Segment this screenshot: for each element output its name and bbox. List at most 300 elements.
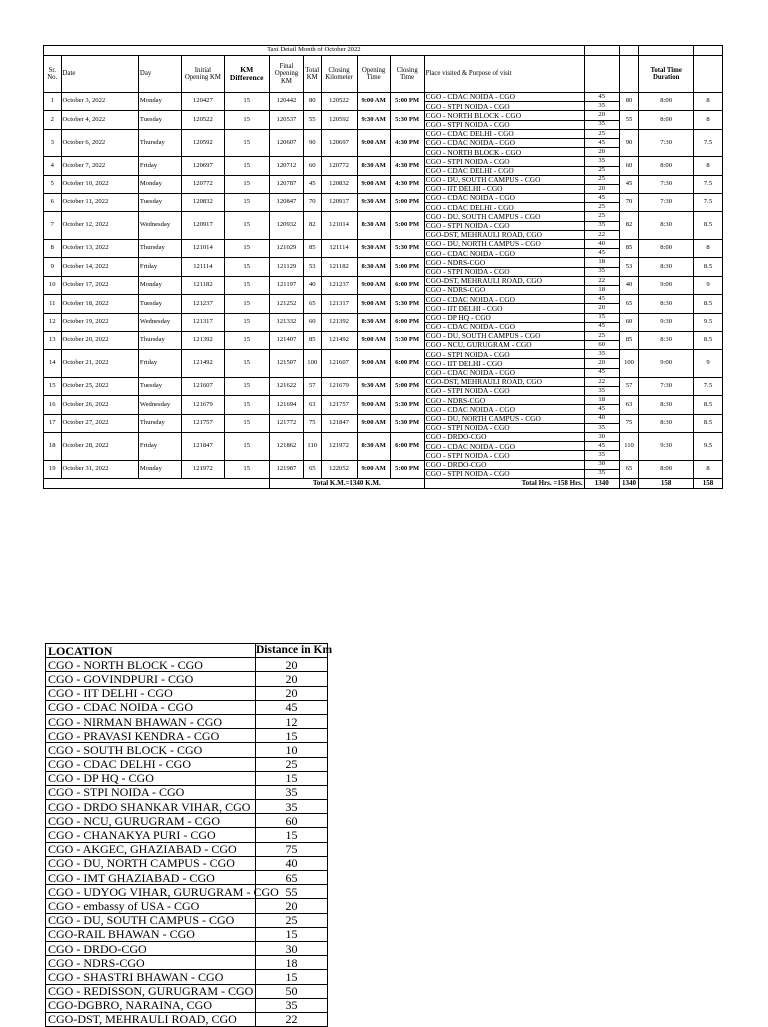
initial-km: 121679 <box>182 396 224 414</box>
location-distance: 22 <box>256 1012 328 1026</box>
trip-date: October 20, 2022 <box>61 331 138 349</box>
final-km: 121029 <box>269 240 303 258</box>
footer-sum-hrs: 158 <box>639 478 694 488</box>
trip-duration: 9:30 <box>639 313 694 331</box>
trip-km-sum: 60 <box>619 313 639 331</box>
location-distance: 55 <box>256 885 328 899</box>
trip-duration: 8:30 <box>639 295 694 313</box>
trip-km-sum: 82 <box>619 212 639 240</box>
location-name: CGO - CHANAKYA PURI - CGO <box>46 828 256 842</box>
location-name: CGO - SOUTH BLOCK - CGO <box>46 743 256 757</box>
initial-km: 120697 <box>182 157 224 175</box>
km-difference: 15 <box>224 295 269 313</box>
trip-day: Wednesday <box>138 212 181 240</box>
closing-time: 6:00 PM <box>390 350 424 378</box>
col-sr: Sr. No. <box>44 56 62 93</box>
location-row <box>46 814 328 828</box>
sr-no: 17 <box>44 414 62 432</box>
final-km: 121987 <box>269 460 303 478</box>
location-name: CGO - DRDO-CGO <box>46 941 256 955</box>
opening-time: 9:00 AM <box>357 414 390 432</box>
initial-km: 121492 <box>182 350 224 378</box>
trip-duration: 8:30 <box>639 258 694 276</box>
trip-row <box>44 377 723 386</box>
trip-duration: 8:00 <box>639 460 694 478</box>
trip-duration: 9:30 <box>639 432 694 460</box>
location-name: CGO - CDAC NOIDA - CGO <box>46 700 256 714</box>
table-title: Taxi Detail Month of October 2022 <box>44 46 585 56</box>
trip-day: Thursday <box>138 414 181 432</box>
initial-km: 120522 <box>182 111 224 129</box>
total-km: 110 <box>303 432 321 460</box>
opening-time: 9:30 AM <box>357 240 390 258</box>
place-distance: 25 <box>584 331 619 340</box>
closing-time: 5:30 PM <box>390 295 424 313</box>
trip-hours: 8 <box>694 460 723 478</box>
place-distance: 40 <box>584 414 619 423</box>
km-difference: 15 <box>224 377 269 395</box>
place-distance: 45 <box>584 368 619 377</box>
trip-km-sum: 45 <box>619 175 639 193</box>
km-difference: 15 <box>224 414 269 432</box>
initial-km: 121317 <box>182 313 224 331</box>
place-distance: 45 <box>584 322 619 331</box>
trip-date: October 31, 2022 <box>61 460 138 478</box>
closing-km: 121317 <box>321 295 357 313</box>
trip-duration: 8:00 <box>639 111 694 129</box>
place-visited: CGO - CDAC NOIDA - CGO <box>424 405 584 414</box>
trip-hours: 8 <box>694 111 723 129</box>
trip-hours: 7.5 <box>694 194 723 212</box>
place-visited: CGO - IIT DELHI - CGO <box>424 304 584 313</box>
total-km: 40 <box>303 276 321 294</box>
sr-no: 9 <box>44 258 62 276</box>
trip-duration: 8:00 <box>639 240 694 258</box>
location-name: CGO - STPI NOIDA - CGO <box>46 785 256 799</box>
opening-time: 9:00 AM <box>357 276 390 294</box>
location-row <box>46 956 328 970</box>
km-difference: 15 <box>224 93 269 111</box>
trip-duration: 7:30 <box>639 194 694 212</box>
location-row <box>46 757 328 771</box>
location-name: CGO-DST, MEHRAULI ROAD, CGO <box>46 1012 256 1026</box>
place-distance: 45 <box>584 194 619 203</box>
distance-header: Distance in Km <box>256 643 333 656</box>
sr-no: 15 <box>44 377 62 395</box>
place-distance: 35 <box>584 469 619 478</box>
location-row <box>46 941 328 955</box>
place-visited: CGO-DST, MEHRAULI ROAD, CGO <box>424 377 584 386</box>
location-row <box>46 1012 328 1026</box>
location-name: CGO - UDYOG VIHAR, GURUGRAM - CGO <box>46 885 256 899</box>
place-visited: CGO - DU, NORTH CAMPUS - CGO <box>424 240 584 249</box>
trip-km-sum: 55 <box>619 111 639 129</box>
opening-time: 8:30 AM <box>357 432 390 460</box>
place-visited: CGO - CDAC NOIDA - CGO <box>424 194 584 203</box>
trip-km-sum: 110 <box>619 432 639 460</box>
location-name: CGO-DGBRO, NARAINA, CGO <box>46 998 256 1012</box>
place-visited: CGO - DU, SOUTH CAMPUS - CGO <box>424 331 584 340</box>
place-distance: 35 <box>584 221 619 230</box>
place-distance: 60 <box>584 341 619 350</box>
place-visited: CGO - NDRS-CGO <box>424 285 584 294</box>
trip-row <box>44 93 723 102</box>
place-distance: 35 <box>584 157 619 166</box>
closing-time: 4:30 PM <box>390 129 424 157</box>
location-row <box>46 970 328 984</box>
trip-date: October 21, 2022 <box>61 350 138 378</box>
total-km: 85 <box>303 240 321 258</box>
place-distance: 18 <box>584 396 619 405</box>
trip-hours: 7.5 <box>694 129 723 157</box>
final-km: 120537 <box>269 111 303 129</box>
location-distance: 12 <box>256 714 328 728</box>
place-distance: 25 <box>584 129 619 138</box>
trip-km-sum: 100 <box>619 350 639 378</box>
place-distance: 45 <box>584 249 619 258</box>
trip-day: Friday <box>138 157 181 175</box>
trip-duration: 7:30 <box>639 129 694 157</box>
place-visited: CGO - CDAC NOIDA - CGO <box>424 249 584 258</box>
trip-hours: 8 <box>694 157 723 175</box>
trip-hours: 9 <box>694 350 723 378</box>
location-name: CGO - NDRS-CGO <box>46 956 256 970</box>
final-km: 120442 <box>269 93 303 111</box>
opening-time: 9:30 AM <box>357 111 390 129</box>
place-distance: 35 <box>584 120 619 129</box>
place-visited: CGO - STPI NOIDA - CGO <box>424 221 584 230</box>
trip-day: Thursday <box>138 331 181 349</box>
location-distance: 20 <box>256 672 328 686</box>
location-distance: 25 <box>256 757 328 771</box>
trip-day: Monday <box>138 175 181 193</box>
place-visited: CGO - CDAC NOIDA - CGO <box>424 295 584 304</box>
location-distance: 30 <box>256 941 328 955</box>
trip-day: Friday <box>138 350 181 378</box>
location-name: CGO - NIRMAN BHAWAN - CGO <box>46 714 256 728</box>
location-name: CGO - DRDO SHANKAR VIHAR, CGO <box>46 800 256 814</box>
footer-sum-km: 1340 <box>584 478 619 488</box>
location-row <box>46 885 328 899</box>
place-distance: 25 <box>584 166 619 175</box>
location-name: CGO - SHASTRI BHAWAN - CGO <box>46 970 256 984</box>
location-distance: 15 <box>256 970 328 984</box>
closing-time: 5:00 PM <box>390 194 424 212</box>
place-distance: 20 <box>584 148 619 157</box>
sr-no: 10 <box>44 276 62 294</box>
trip-date: October 18, 2022 <box>61 295 138 313</box>
location-name: CGO - NORTH BLOCK - CGO <box>46 658 256 672</box>
place-distance: 22 <box>584 230 619 239</box>
trip-row <box>44 460 723 469</box>
closing-km: 120697 <box>321 129 357 157</box>
final-km: 121332 <box>269 313 303 331</box>
place-visited: CGO - IIT DELHI - CGO <box>424 359 584 368</box>
trip-day: Tuesday <box>138 194 181 212</box>
km-difference: 15 <box>224 350 269 378</box>
trip-day: Tuesday <box>138 377 181 395</box>
total-km: 55 <box>303 111 321 129</box>
total-km: 85 <box>303 331 321 349</box>
place-visited: CGO - NORTH BLOCK - CGO <box>424 111 584 120</box>
initial-km: 120832 <box>182 194 224 212</box>
sr-no: 7 <box>44 212 62 240</box>
place-distance: 30 <box>584 432 619 441</box>
place-distance: 20 <box>584 111 619 120</box>
km-difference: 15 <box>224 396 269 414</box>
trip-hours: 8.5 <box>694 396 723 414</box>
location-header: LOCATION <box>46 644 256 658</box>
place-visited: CGO - NORTH BLOCK - CGO <box>424 148 584 157</box>
closing-time: 5:00 PM <box>390 258 424 276</box>
opening-time: 9:00 AM <box>357 396 390 414</box>
opening-time: 9:00 AM <box>357 129 390 157</box>
closing-time: 5:30 PM <box>390 396 424 414</box>
opening-time: 9:00 AM <box>357 93 390 111</box>
location-name: CGO-RAIL BHAWAN - CGO <box>46 927 256 941</box>
opening-time: 9:00 AM <box>357 350 390 378</box>
location-row <box>46 899 328 913</box>
trip-km-sum: 60 <box>619 157 639 175</box>
location-row <box>46 771 328 785</box>
trip-km-sum: 65 <box>619 460 639 478</box>
place-distance: 25 <box>584 203 619 212</box>
sr-no: 18 <box>44 432 62 460</box>
place-distance: 35 <box>584 387 619 396</box>
sr-no: 16 <box>44 396 62 414</box>
location-name: CGO - embassy of USA - CGO <box>46 899 256 913</box>
place-distance: 35 <box>584 102 619 111</box>
place-distance: 30 <box>584 460 619 469</box>
trip-date: October 3, 2022 <box>61 93 138 111</box>
trip-day: Thursday <box>138 129 181 157</box>
place-distance: 45 <box>584 405 619 414</box>
place-visited: CGO - STPI NOIDA - CGO <box>424 423 584 432</box>
closing-km: 120772 <box>321 157 357 175</box>
trip-day: Friday <box>138 258 181 276</box>
final-km: 121772 <box>269 414 303 432</box>
sr-no: 14 <box>44 350 62 378</box>
place-distance: 22 <box>584 377 619 386</box>
total-km: 63 <box>303 396 321 414</box>
initial-km: 120592 <box>182 129 224 157</box>
place-visited: CGO - CDAC DELHI - CGO <box>424 129 584 138</box>
place-distance: 20 <box>584 184 619 193</box>
km-difference: 15 <box>224 175 269 193</box>
closing-time: 6:00 PM <box>390 432 424 460</box>
km-difference: 15 <box>224 212 269 240</box>
place-visited: CGO - DRDO-CGO <box>424 432 584 441</box>
trip-date: October 6, 2022 <box>61 129 138 157</box>
total-km: 53 <box>303 258 321 276</box>
place-visited: CGO - STPI NOIDA - CGO <box>424 267 584 276</box>
trip-duration: 9:00 <box>639 276 694 294</box>
trip-duration: 9:00 <box>639 350 694 378</box>
place-distance: 25 <box>584 212 619 221</box>
location-distance: 15 <box>256 771 328 785</box>
opening-time: 8:30 AM <box>357 212 390 240</box>
location-name: CGO - REDISSON, GURUGRAM - CGO <box>46 984 256 998</box>
place-distance: 20 <box>584 359 619 368</box>
total-hrs-summary: Total Hrs. =158 Hrs. <box>424 478 584 488</box>
sr-no: 19 <box>44 460 62 478</box>
location-row <box>46 927 328 941</box>
total-km: 60 <box>303 313 321 331</box>
trip-duration: 8:30 <box>639 396 694 414</box>
km-difference: 15 <box>224 313 269 331</box>
sr-no: 2 <box>44 111 62 129</box>
sr-no: 1 <box>44 93 62 111</box>
place-visited: CGO - CDAC DELHI - CGO <box>424 166 584 175</box>
opening-time: 9:00 AM <box>357 295 390 313</box>
closing-time: 5:30 PM <box>390 240 424 258</box>
place-visited: CGO - DU, NORTH CAMPUS - CGO <box>424 414 584 423</box>
trip-hours: 7.5 <box>694 175 723 193</box>
col-closing-km: Closing Kilometer <box>321 56 357 93</box>
place-visited: CGO - CDAC NOIDA - CGO <box>424 93 584 102</box>
closing-km: 120917 <box>321 194 357 212</box>
trip-km-sum: 80 <box>619 93 639 111</box>
closing-km: 121014 <box>321 212 357 240</box>
trip-date: October 25, 2022 <box>61 377 138 395</box>
place-visited: CGO - NDRS-CGO <box>424 258 584 267</box>
total-km: 65 <box>303 295 321 313</box>
closing-time: 5:00 PM <box>390 460 424 478</box>
location-row <box>46 871 328 885</box>
location-distance: 75 <box>256 842 328 856</box>
col-closing-time: Closing Time <box>390 56 424 93</box>
trip-hours: 8.5 <box>694 212 723 240</box>
location-name: CGO - NCU, GURUGRAM - CGO <box>46 814 256 828</box>
location-distance: 10 <box>256 743 328 757</box>
sr-no: 5 <box>44 175 62 193</box>
location-distance: 65 <box>256 871 328 885</box>
final-km: 121129 <box>269 258 303 276</box>
place-visited: CGO-DST, MEHRAULI ROAD, CGO <box>424 230 584 239</box>
opening-time: 9:00 AM <box>357 331 390 349</box>
trip-date: October 17, 2022 <box>61 276 138 294</box>
location-distance: 50 <box>256 984 328 998</box>
initial-km: 120427 <box>182 93 224 111</box>
place-visited: CGO - CDAC NOIDA - CGO <box>424 322 584 331</box>
col-day: Day <box>138 56 181 93</box>
trip-row <box>44 175 723 184</box>
location-name: CGO - IMT GHAZIABAD - CGO <box>46 871 256 885</box>
trip-hours: 8 <box>694 93 723 111</box>
trip-date: October 4, 2022 <box>61 111 138 129</box>
closing-time: 6:00 PM <box>390 313 424 331</box>
place-distance: 20 <box>584 304 619 313</box>
trip-km-sum: 85 <box>619 240 639 258</box>
closing-time: 5:30 PM <box>390 331 424 349</box>
location-name: CGO - DP HQ - CGO <box>46 771 256 785</box>
total-km: 75 <box>303 414 321 432</box>
trip-day: Monday <box>138 93 181 111</box>
trip-date: October 10, 2022 <box>61 175 138 193</box>
closing-km: 121757 <box>321 396 357 414</box>
initial-km: 121014 <box>182 240 224 258</box>
location-row <box>46 700 328 714</box>
location-row <box>46 658 328 672</box>
location-row <box>46 729 328 743</box>
km-difference: 15 <box>224 157 269 175</box>
location-distance: 15 <box>256 729 328 743</box>
closing-km: 120832 <box>321 175 357 193</box>
closing-time: 4:30 PM <box>390 157 424 175</box>
location-distance: 35 <box>256 998 328 1012</box>
total-km: 45 <box>303 175 321 193</box>
place-visited: CGO - STPI NOIDA - CGO <box>424 102 584 111</box>
closing-time: 6:00 PM <box>390 276 424 294</box>
final-km: 120847 <box>269 194 303 212</box>
location-rows <box>46 658 328 1027</box>
trip-row <box>44 276 723 285</box>
trip-duration: 8:30 <box>639 212 694 240</box>
trip-row <box>44 396 723 405</box>
km-difference: 15 <box>224 432 269 460</box>
location-row <box>46 842 328 856</box>
place-distance: 18 <box>584 285 619 294</box>
location-name: CGO - GOVINDPURI - CGO <box>46 672 256 686</box>
trip-row <box>44 414 723 423</box>
initial-km: 121392 <box>182 331 224 349</box>
location-row <box>46 913 328 927</box>
final-km: 121694 <box>269 396 303 414</box>
closing-km: 121972 <box>321 432 357 460</box>
trip-row <box>44 129 723 138</box>
place-visited: CGO - DU, SOUTH CAMPUS - CGO <box>424 212 584 221</box>
location-row <box>46 984 328 998</box>
trip-row <box>44 313 723 322</box>
trip-hours: 9.5 <box>694 313 723 331</box>
trip-km-sum: 65 <box>619 295 639 313</box>
final-km: 120787 <box>269 175 303 193</box>
place-visited: CGO - STPI NOIDA - CGO <box>424 387 584 396</box>
closing-km: 120592 <box>321 111 357 129</box>
col-date: Date <box>61 56 138 93</box>
location-name: CGO - AKGEC, GHAZIABAD - CGO <box>46 842 256 856</box>
trip-date: October 12, 2022 <box>61 212 138 240</box>
trip-date: October 27, 2022 <box>61 414 138 432</box>
trip-hours: 7.5 <box>694 377 723 395</box>
location-distance: 40 <box>256 856 328 870</box>
place-distance: 45 <box>584 295 619 304</box>
location-distance: 25 <box>256 913 328 927</box>
place-distance: 15 <box>584 313 619 322</box>
location-distance: 15 <box>256 828 328 842</box>
final-km: 121197 <box>269 276 303 294</box>
final-km: 120607 <box>269 129 303 157</box>
location-distance: 60 <box>256 814 328 828</box>
opening-time: 9:30 AM <box>357 194 390 212</box>
location-distance: 20 <box>256 899 328 913</box>
location-distance: 15 <box>256 927 328 941</box>
place-distance: 18 <box>584 258 619 267</box>
location-name: CGO - PRAVASI KENDRA - CGO <box>46 729 256 743</box>
closing-time: 5:30 PM <box>390 111 424 129</box>
km-difference: 15 <box>224 240 269 258</box>
place-visited: CGO - STPI NOIDA - CGO <box>424 120 584 129</box>
closing-km: 121392 <box>321 313 357 331</box>
location-row <box>46 672 328 686</box>
place-visited: CGO-DST, MEHRAULI ROAD, CGO <box>424 276 584 285</box>
initial-km: 121757 <box>182 414 224 432</box>
location-row <box>46 714 328 728</box>
trip-date: October 13, 2022 <box>61 240 138 258</box>
total-km: 82 <box>303 212 321 240</box>
trip-row <box>44 331 723 340</box>
place-visited: CGO - DP HQ - CGO <box>424 313 584 322</box>
